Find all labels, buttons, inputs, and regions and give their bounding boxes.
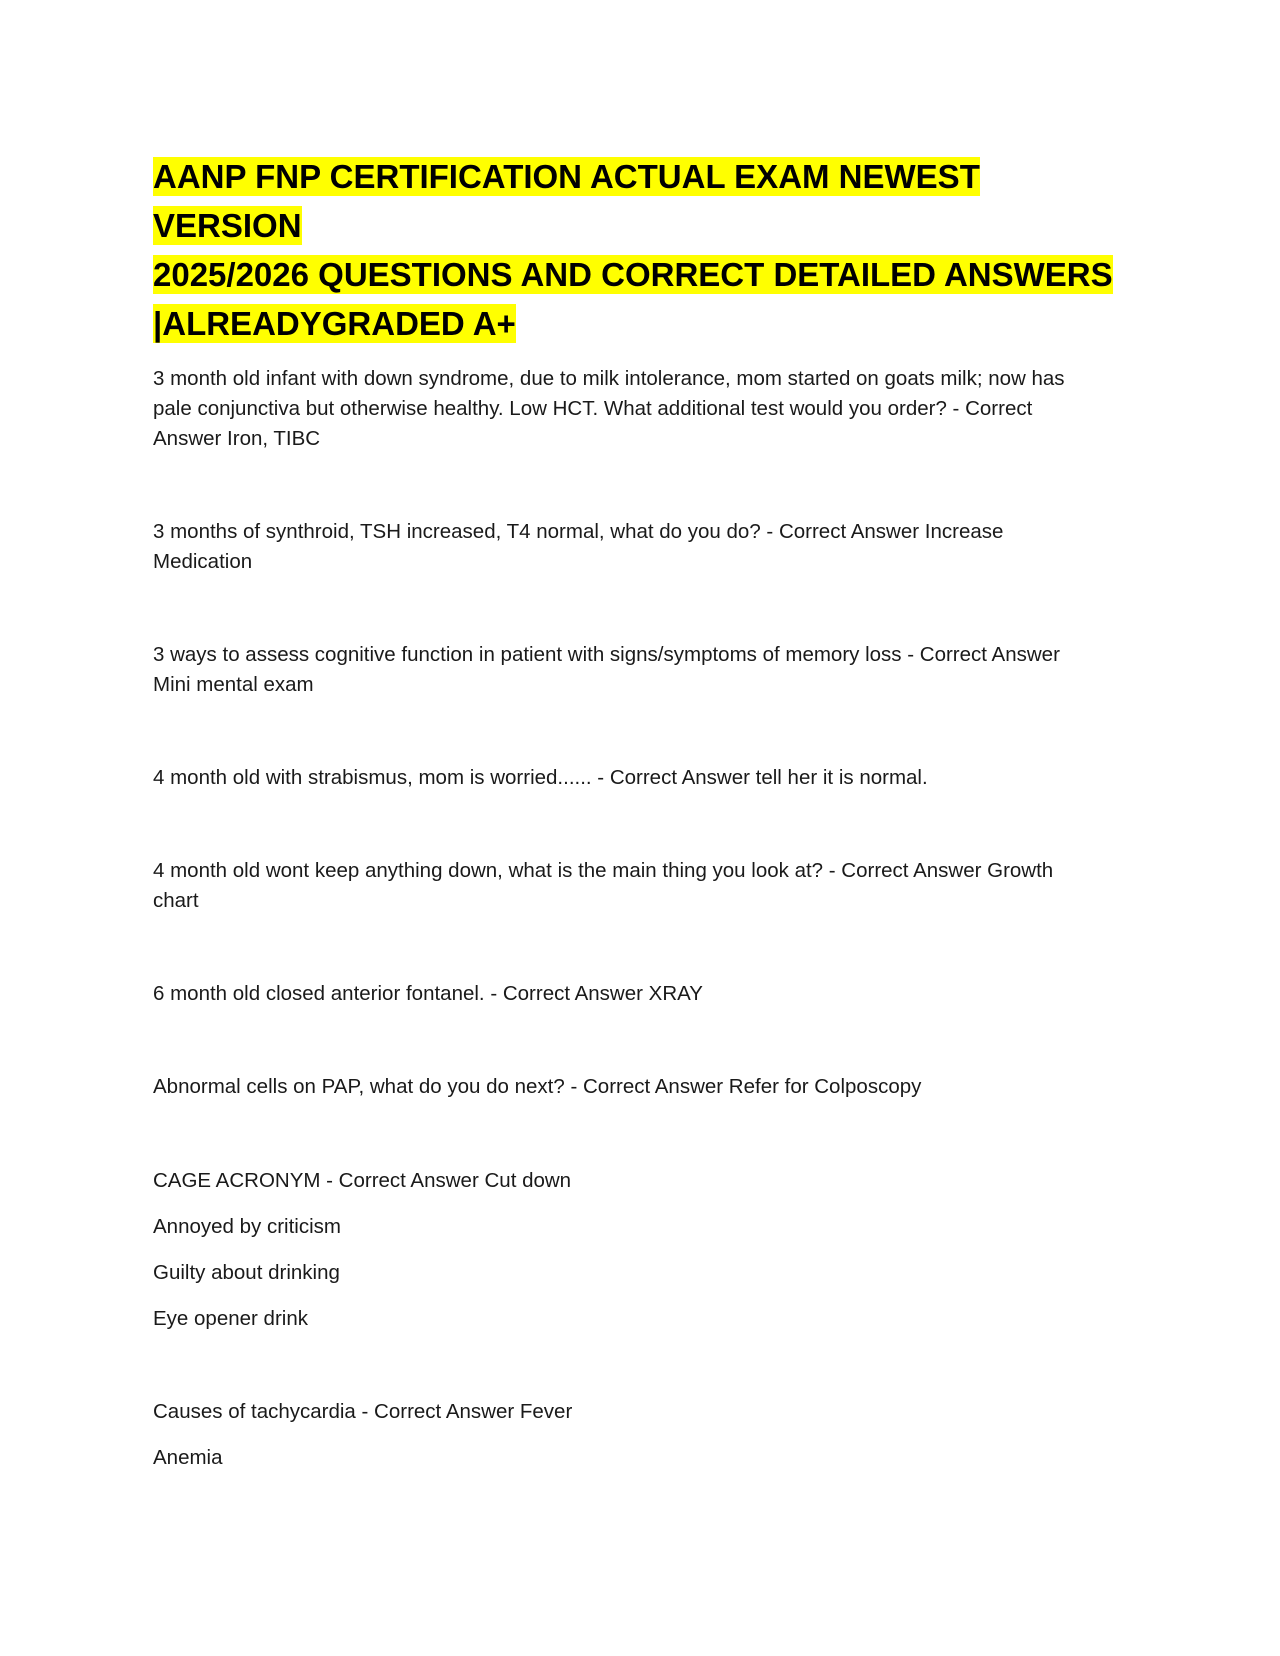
tachycardia-item-anemia: Anemia bbox=[153, 1446, 223, 1469]
qa-line: chart bbox=[153, 889, 199, 912]
title-line-1: AANP FNP CERTIFICATION ACTUAL EXAM NEWEST VERSION bbox=[153, 158, 980, 244]
cage-item-eye-opener: Eye opener drink bbox=[153, 1307, 308, 1330]
title-line-3: |ALREADYGRADED A+ bbox=[153, 305, 516, 342]
qa-entry-iron-tibc bbox=[153, 364, 1113, 454]
qa-entry-cage bbox=[153, 1166, 1113, 1196]
qa-line: 4 month old wont keep anything down, what is the main thing you look at? - Correct Answer Growth bbox=[153, 859, 1054, 882]
qa-line: pale conjunctiva but otherwise healthy. Low HCT. What additional test would you order? - Correct bbox=[153, 397, 1033, 420]
cage-item-guilty: Guilty about drinking bbox=[153, 1261, 340, 1284]
qa-entry-fontanel bbox=[153, 979, 1113, 1009]
qa-line: 3 months of synthroid, TSH increased, T4 normal, what do you do? - Correct Answer Increase bbox=[153, 520, 1004, 543]
title-line-2: 2025/2026 QUESTIONS AND CORRECT DETAILED ANSWERS bbox=[153, 256, 1113, 293]
qa-line: Mini mental exam bbox=[153, 673, 314, 696]
qa-entry-strabismus bbox=[153, 763, 1113, 793]
qa-line: CAGE ACRONYM - Correct Answer Cut down bbox=[153, 1169, 572, 1192]
qa-entry-synthroid bbox=[153, 517, 1113, 577]
qa-entry-pap bbox=[153, 1072, 1113, 1102]
qa-entry-growth-chart bbox=[153, 856, 1113, 916]
qa-entry-tachycardia bbox=[153, 1397, 1113, 1427]
qa-line: 6 month old closed anterior fontanel. - Correct Answer XRAY bbox=[153, 982, 703, 1005]
qa-line: 3 ways to assess cognitive function in patient with signs/symptoms of memory loss - Correct Answer bbox=[153, 643, 1060, 666]
cage-item-annoyed: Annoyed by criticism bbox=[153, 1215, 341, 1238]
qa-line: 4 month old with strabismus, mom is worried...... - Correct Answer tell her it is normal. bbox=[153, 766, 928, 789]
qa-line: Answer Iron, TIBC bbox=[153, 427, 321, 450]
qa-entry-cognitive-function bbox=[153, 640, 1113, 700]
qa-line: Medication bbox=[153, 550, 253, 573]
qa-line: Causes of tachycardia - Correct Answer Fever bbox=[153, 1400, 573, 1423]
document-title bbox=[153, 152, 1133, 348]
qa-line: 3 month old infant with down syndrome, due to milk intolerance, mom started on goats milk; now has bbox=[153, 367, 1065, 390]
qa-line: Abnormal cells on PAP, what do you do next? - Correct Answer Refer for Colposcopy bbox=[153, 1075, 922, 1098]
